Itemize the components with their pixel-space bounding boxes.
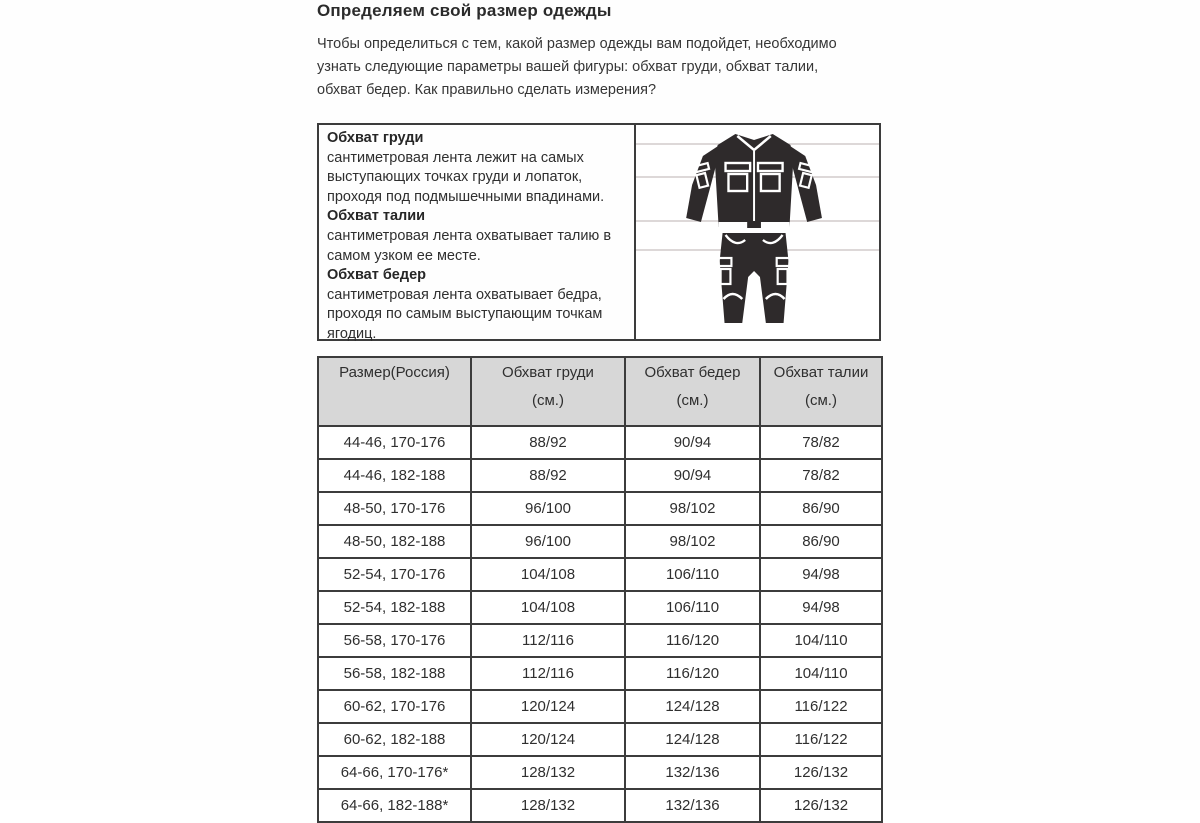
- column-header: Размер(Россия): [318, 357, 471, 426]
- table-cell: 94/98: [760, 558, 882, 591]
- table-cell: 116/122: [760, 690, 882, 723]
- table-cell: 116/120: [625, 624, 760, 657]
- table-row: [318, 558, 882, 591]
- table-cell: 60-62, 170-176: [318, 690, 471, 723]
- intro-paragraph: Чтобы определиться с тем, какой размер одежды вам подойдет, необходимо узнать следующие параметры вашей фигуры: обхват груди, обхват талии, обхват бедер. Как правильно сделать измерения?: [317, 36, 837, 98]
- table-cell: 48-50, 170-176: [318, 492, 471, 525]
- table-row: [318, 657, 882, 690]
- table-cell: 60-62, 182-188: [318, 723, 471, 756]
- table-row: [318, 690, 882, 723]
- table-row: [318, 426, 882, 459]
- table-cell: 132/136: [625, 756, 760, 789]
- table-cell: 64-66, 182-188*: [318, 789, 471, 822]
- table-row: [318, 789, 882, 822]
- size-table-header: [318, 357, 882, 426]
- suit-body: [686, 134, 822, 323]
- table-row: [318, 756, 882, 789]
- table-cell: 94/98: [760, 591, 882, 624]
- table-cell: 44-46, 182-188: [318, 459, 471, 492]
- table-row: [318, 525, 882, 558]
- column-header: Обхват груди (см.): [471, 357, 625, 426]
- table-cell: 88/92: [471, 426, 625, 459]
- table-cell: 132/136: [625, 789, 760, 822]
- table-cell: 78/82: [760, 426, 882, 459]
- table-cell: 52-54, 182-188: [318, 591, 471, 624]
- table-cell: 86/90: [760, 492, 882, 525]
- table-cell: 90/94: [625, 426, 760, 459]
- measure-description: сантиметровая лента охватывает талию в самом узком ее месте.: [327, 227, 612, 264]
- table-cell: 104/110: [760, 657, 882, 690]
- table-cell: 104/108: [471, 591, 625, 624]
- table-cell: 106/110: [625, 591, 760, 624]
- table-cell: 98/102: [625, 525, 760, 558]
- table-cell: 120/124: [471, 723, 625, 756]
- table-cell: 52-54, 170-176: [318, 558, 471, 591]
- measure-description: сантиметровая лента лежит на самых выступающих точках груди и лопаток, проходя под подмышечными впадинами.: [327, 149, 605, 205]
- suit-silhouette-icon: [636, 125, 879, 339]
- table-cell: 96/100: [471, 525, 625, 558]
- table-cell: 90/94: [625, 459, 760, 492]
- table-cell: 78/82: [760, 459, 882, 492]
- table-cell: 126/132: [760, 789, 882, 822]
- page-title: Определяем свой размер одежды: [317, 1, 612, 20]
- measure-description: сантиметровая лента охватывает бедра, проходя по самым выступающим точкам ягодиц.: [327, 286, 603, 342]
- table-cell: 106/110: [625, 558, 760, 591]
- table-cell: 56-58, 170-176: [318, 624, 471, 657]
- table-row: [318, 624, 882, 657]
- column-header: Обхват бедер (см.): [625, 357, 760, 426]
- table-cell: 48-50, 182-188: [318, 525, 471, 558]
- table-cell: 126/132: [760, 756, 882, 789]
- table-cell: 112/116: [471, 657, 625, 690]
- size-table-body: [318, 426, 882, 822]
- table-cell: 128/132: [471, 789, 625, 822]
- measure-term: Обхват груди: [327, 130, 424, 146]
- table-cell: 116/120: [625, 657, 760, 690]
- table-row: [318, 591, 882, 624]
- table-cell: 88/92: [471, 459, 625, 492]
- header-row: [318, 357, 882, 426]
- measure-term: Обхват бедер: [327, 267, 427, 284]
- table-cell: 64-66, 170-176*: [318, 756, 471, 789]
- table-cell: 44-46, 170-176: [318, 426, 471, 459]
- table-cell: 56-58, 182-188: [318, 657, 471, 690]
- table-cell: 98/102: [625, 492, 760, 525]
- table-cell: 120/124: [471, 690, 625, 723]
- suit-figure: [634, 125, 879, 339]
- table-cell: 124/128: [625, 690, 760, 723]
- measure-descriptions: [319, 125, 634, 342]
- table-cell: 104/108: [471, 558, 625, 591]
- table-cell: 86/90: [760, 525, 882, 558]
- table-cell: 124/128: [625, 723, 760, 756]
- table-cell: 128/132: [471, 756, 625, 789]
- measure-box: [317, 123, 881, 341]
- table-cell: 96/100: [471, 492, 625, 525]
- table-row: [318, 723, 882, 756]
- table-row: [318, 459, 882, 492]
- table-cell: 104/110: [760, 624, 882, 657]
- table-cell: 116/122: [760, 723, 882, 756]
- size-table: [317, 356, 883, 823]
- table-row: [318, 492, 882, 525]
- table-cell: 112/116: [471, 624, 625, 657]
- measure-term: Обхват талии: [327, 208, 426, 225]
- column-header: Обхват талии (см.): [760, 357, 882, 426]
